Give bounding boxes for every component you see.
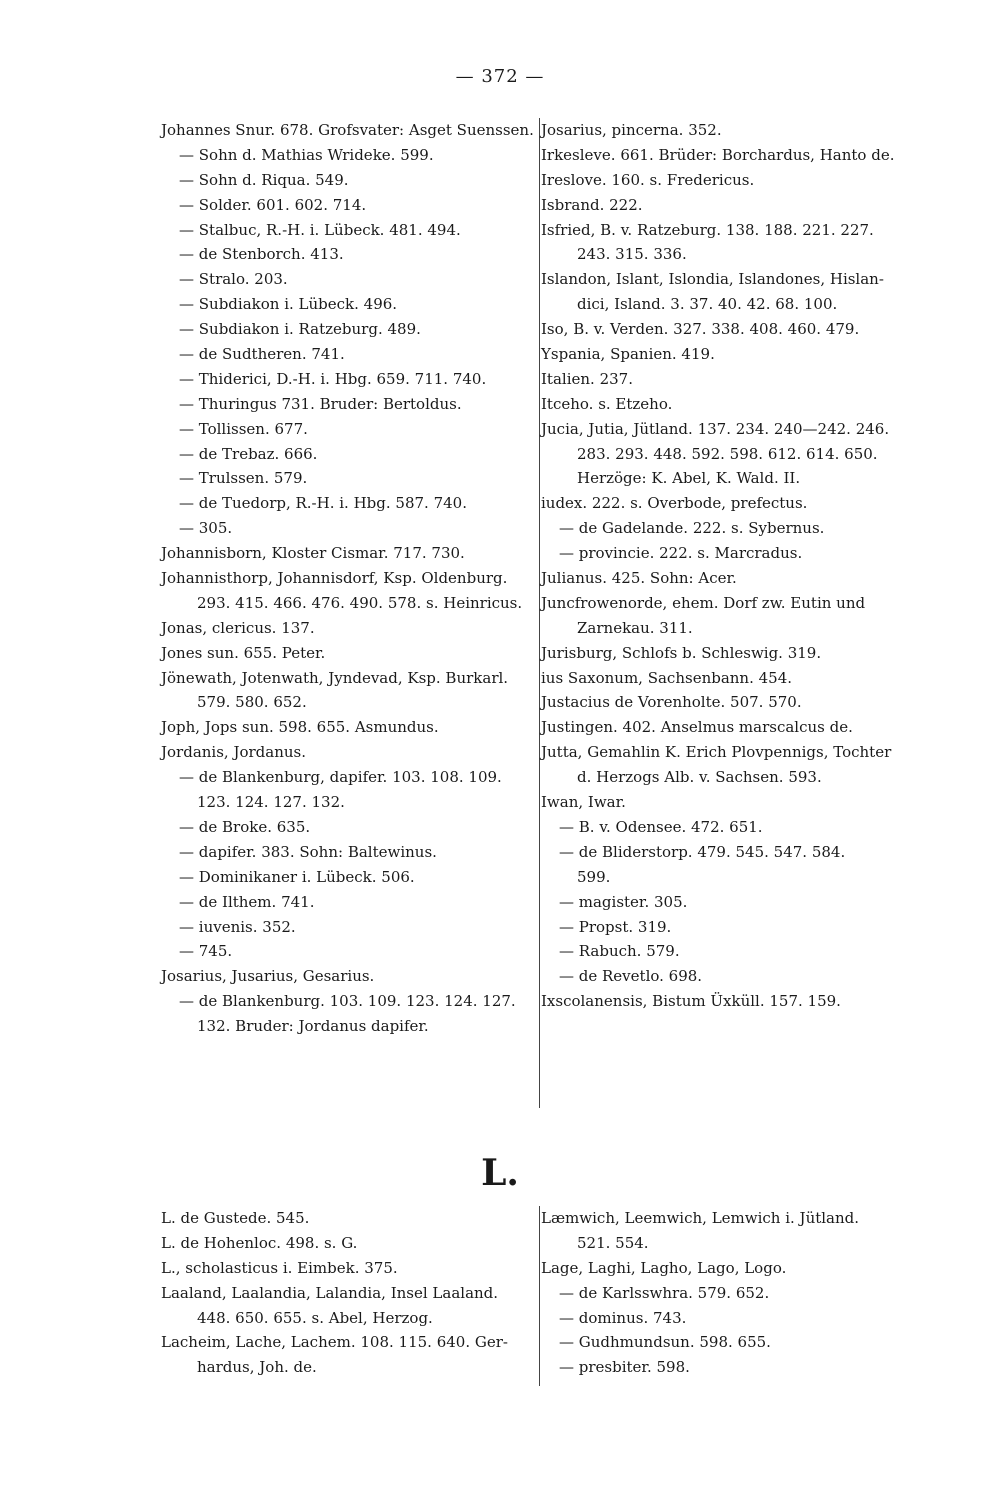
index-column-top-right [541, 118, 931, 1014]
index-entry: 243. 315. 336. [577, 245, 687, 264]
index-entry: 123. 124. 127. 132. [197, 793, 345, 812]
index-entry: — de Gadelande. 222. s. Sybernus. [559, 519, 825, 538]
index-entry: — de Ilthem. 741. [179, 892, 315, 911]
index-entry: Jurisburg, Schlofs b. Schleswig. 319. [541, 643, 822, 662]
index-entry: — Subdiakon i. Ratzeburg. 489. [179, 320, 421, 339]
index-entry: — Trulssen. 579. [179, 469, 308, 488]
section-letter: L. [481, 1152, 519, 1194]
index-entry: — Subdiakon i. Lübeck. 496. [179, 295, 398, 314]
index-entry: Jordanis, Jordanus. [161, 743, 306, 762]
index-entry: 283. 293. 448. 592. 598. 612. 614. 650. [577, 444, 878, 463]
index-entry: d. Herzogs Alb. v. Sachsen. 593. [577, 768, 822, 787]
index-entry: — de Karlsswhra. 579. 652. [559, 1283, 770, 1302]
index-entry: — de Bliderstorp. 479. 545. 547. 584. [559, 842, 846, 861]
index-entry: — Tollissen. 677. [179, 419, 308, 438]
index-entry: Johannisborn, Kloster Cismar. 717. 730. [161, 544, 465, 563]
index-entry: — B. v. Odensee. 472. 651. [559, 817, 763, 836]
index-entry: Islandon, Islant, Islondia, Islandones, Hislan- [541, 270, 884, 289]
index-entry: 132. Bruder: Jordanus dapifer. [197, 1017, 429, 1036]
index-entry: — Propst. 319. [559, 917, 672, 936]
index-entry: L. de Hohenloc. 498. s. G. [161, 1233, 358, 1252]
index-entry: Juncfrowenorde, ehem. Dorf zw. Eutin und [541, 593, 866, 612]
index-entry: — de Broke. 635. [179, 817, 311, 836]
index-entry: Zarnekau. 311. [577, 618, 693, 637]
index-entry: — de Revetlo. 698. [559, 967, 703, 986]
index-entry: — 745. [179, 942, 233, 961]
index-entry: dici, Island. 3. 37. 40. 42. 68. 100. [577, 295, 838, 314]
index-entry: — de Blankenburg. 103. 109. 123. 124. 127. [179, 992, 516, 1011]
index-entry: — Rabuch. 579. [559, 942, 680, 961]
index-entry: — Stalbuc, R.-H. i. Lübeck. 481. 494. [179, 220, 461, 239]
index-entry: Ireslove. 160. s. Fredericus. [541, 170, 755, 189]
index-entry: hardus, Joh. de. [197, 1358, 317, 1377]
index-entry: Laaland, Laalandia, Lalandia, Insel Laaland. [161, 1283, 499, 1302]
index-entry: Jonas, clericus. 137. [161, 618, 315, 637]
index-entry: Johannes Snur. 678. Grofsvater: Asget Suenssen. [161, 121, 534, 139]
index-entry: Yspania, Spanien. 419. [541, 345, 715, 364]
index-entry: — magister. 305. [559, 892, 688, 911]
index-entry: Josarius, pincerna. 352. [541, 121, 722, 139]
index-entry: Joph, Jops sun. 598. 655. Asmundus. [161, 718, 439, 737]
index-entry: ius Saxonum, Sachsenbann. 454. [541, 668, 793, 687]
index-entry: — Thuringus 731. Bruder: Bertoldus. [179, 394, 462, 413]
index-entry: Jutta, Gemahlin K. Erich Plovpennigs, Tochter [541, 743, 892, 762]
index-entry: — dapifer. 383. Sohn: Baltewinus. [179, 842, 437, 861]
index-entry: Lage, Laghi, Lagho, Lago, Logo. [541, 1258, 787, 1277]
index-entry: Læmwich, Leemwich, Lemwich i. Jütland. [541, 1209, 860, 1227]
index-entry: — Stralo. 203. [179, 270, 288, 289]
index-entry: — de Tuedorp, R.-H. i. Hbg. 587. 740. [179, 494, 467, 513]
column-divider-top [539, 118, 540, 1108]
index-entry: L., scholasticus i. Eimbek. 375. [161, 1258, 398, 1277]
index-entry: — iuvenis. 352. [179, 917, 296, 936]
index-column-bottom-right [541, 1206, 931, 1380]
index-entry: 521. 554. [577, 1233, 649, 1252]
index-entry: Josarius, Jusarius, Gesarius. [161, 967, 375, 986]
index-entry: Isfried, B. v. Ratzeburg. 138. 188. 221. 227. [541, 220, 874, 239]
index-entry: — Thiderici, D.-H. i. Hbg. 659. 711. 740. [179, 369, 487, 388]
index-entry: — dominus. 743. [559, 1308, 687, 1327]
index-entry: — presbiter. 598. [559, 1358, 690, 1377]
index-entry: — de Stenborch. 413. [179, 245, 344, 264]
index-entry: Isbrand. 222. [541, 195, 643, 214]
index-entry: — Dominikaner i. Lübeck. 506. [179, 867, 415, 886]
index-entry: Johannisthorp, Johannisdorf, Ksp. Oldenburg. [161, 569, 508, 588]
index-entry: Italien. 237. [541, 369, 633, 388]
index-entry: Ixscolanensis, Bistum Üxküll. 157. 159. [541, 992, 841, 1011]
page-number: — 372 — [455, 66, 545, 87]
index-entry: 293. 415. 466. 476. 490. 578. s. Heinricus. [197, 593, 523, 612]
index-entry: Iso, B. v. Verden. 327. 338. 408. 460. 479. [541, 320, 860, 339]
index-entry: Jönewath, Jotenwath, Jyndevad, Ksp. Burkarl. [161, 668, 509, 687]
index-entry: L. de Gustede. 545. [161, 1209, 310, 1227]
index-entry: Iwan, Iwar. [541, 793, 626, 812]
index-column-bottom-left [161, 1206, 551, 1380]
index-entry: Irkesleve. 661. Brüder: Borchardus, Hanto de. [541, 145, 895, 164]
index-entry: — provincie. 222. s. Marcradus. [559, 544, 803, 563]
index-entry: Jucia, Jutia, Jütland. 137. 234. 240—242. 246. [541, 419, 890, 438]
index-entry: 579. 580. 652. [197, 693, 307, 712]
column-divider-bottom [539, 1206, 540, 1386]
index-entry: 599. [577, 867, 611, 886]
index-entry: Itceho. s. Etzeho. [541, 394, 673, 413]
index-entry: — de Sudtheren. 741. [179, 345, 345, 364]
index-entry: — 305. [179, 519, 233, 538]
index-entry: — de Trebaz. 666. [179, 444, 318, 463]
index-entry: — Sohn d. Mathias Wrideke. 599. [179, 145, 434, 164]
index-entry: — Gudhmundsun. 598. 655. [559, 1333, 771, 1352]
index-entry: Herzöge: K. Abel, K. Wald. II. [577, 469, 801, 488]
index-entry: — Solder. 601. 602. 714. [179, 195, 367, 214]
index-entry: Julianus. 425. Sohn: Acer. [541, 569, 737, 588]
index-entry: Justingen. 402. Anselmus marscalcus de. [541, 718, 853, 737]
index-entry: Lacheim, Lache, Lachem. 108. 115. 640. Ger- [161, 1333, 508, 1352]
index-entry: Jones sun. 655. Peter. [161, 643, 326, 662]
index-entry: — de Blankenburg, dapifer. 103. 108. 109. [179, 768, 502, 787]
index-entry: — Sohn d. Riqua. 549. [179, 170, 349, 189]
index-entry: 448. 650. 655. s. Abel, Herzog. [197, 1308, 433, 1327]
index-entry: iudex. 222. s. Overbode, prefectus. [541, 494, 808, 513]
index-entry: Justacius de Vorenholte. 507. 570. [541, 693, 802, 712]
index-column-top-left [161, 118, 551, 1039]
